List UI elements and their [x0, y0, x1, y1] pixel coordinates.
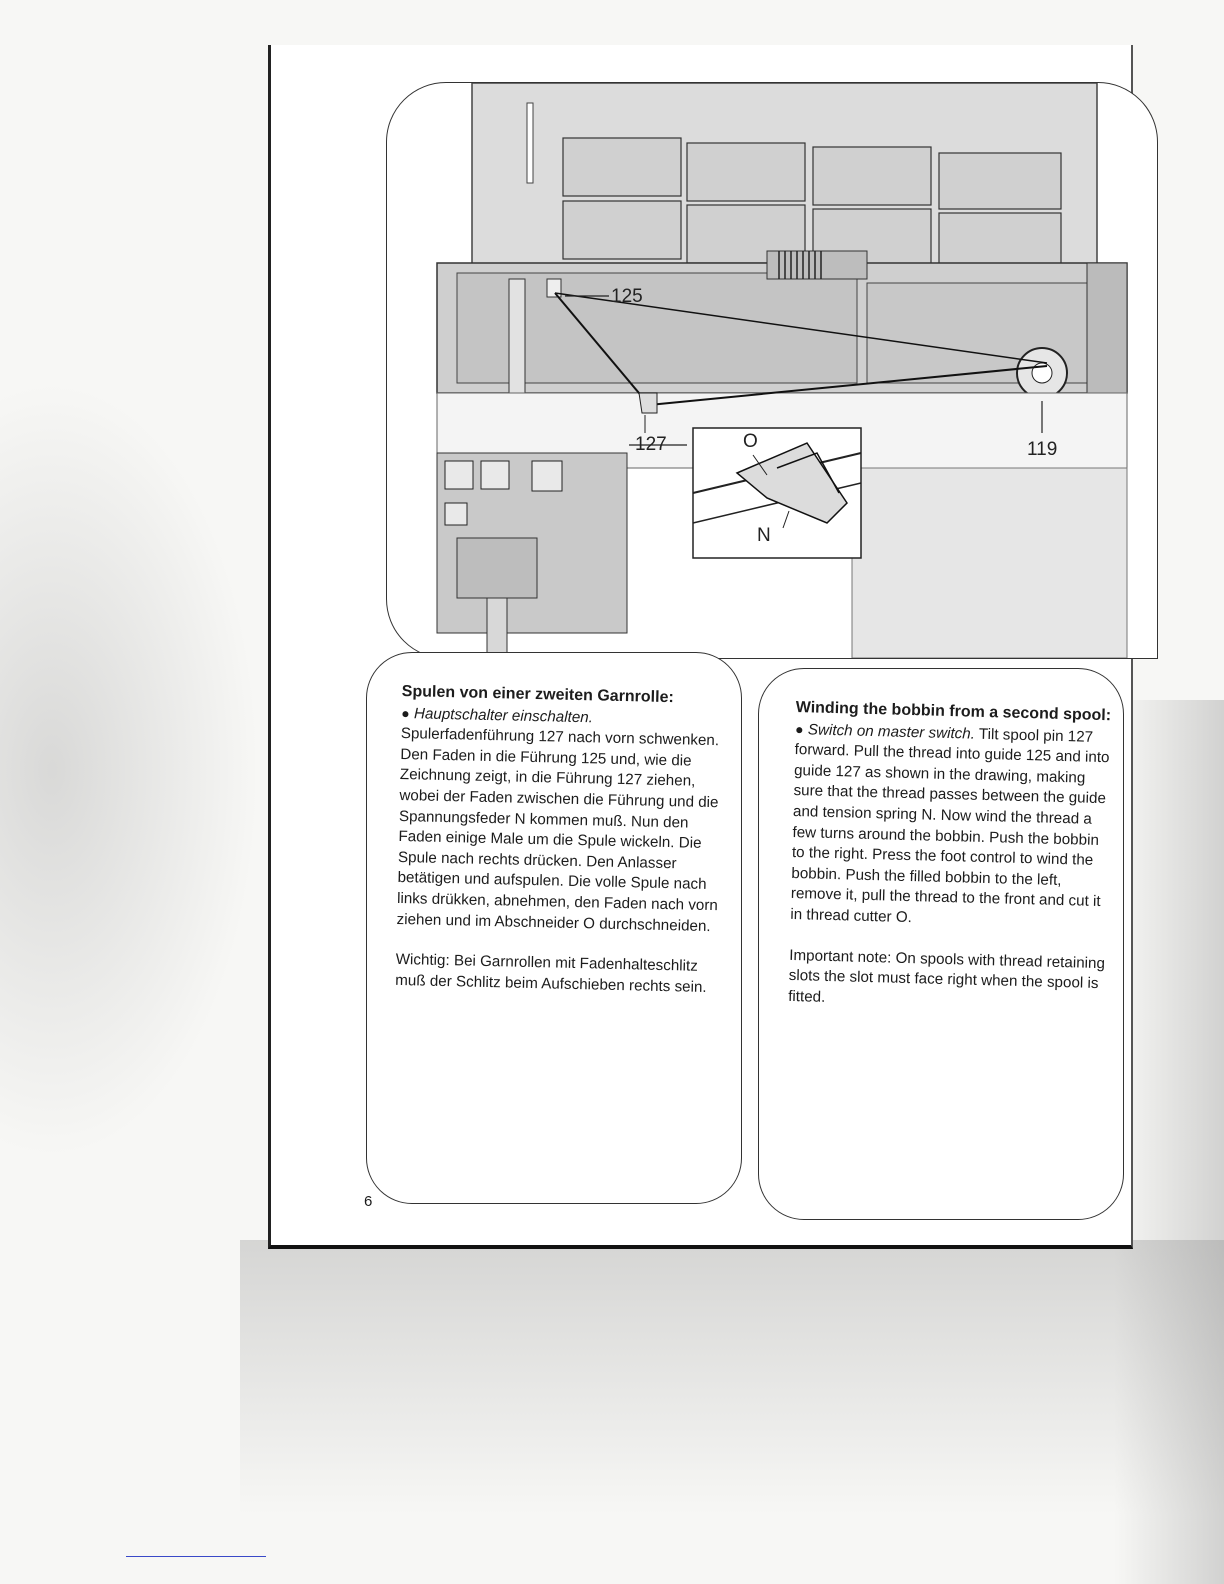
machine-drawing [387, 83, 1157, 658]
callout-N: N [757, 525, 771, 546]
english-heading: Winding the bobbin from a second spool: [795, 698, 1112, 725]
scan-shadow [0, 380, 260, 1160]
german-note: Wichtig: Bei Garnrollen mit Fadenhalteschlitz muß der Schlitz beim Aufschieben rechts sein. [395, 951, 707, 996]
bullet-icon: ● [401, 704, 410, 721]
english-note: Important note: On spools with thread retaining slots the slot must face right when the spool is fitted. [787, 946, 1106, 1006]
german-italic-lead: Hauptschalter einschalten. [413, 704, 594, 726]
callout-125: 125 [611, 286, 643, 307]
english-instructions [788, 698, 1118, 1016]
english-body: Tilt spool pin 127 forward. Pull the thread into guide 125 and into guide 127 as shown in the drawing, making sure that the thread passes between the guide and tension spring N. Now wind the thread a few turns around the bobbin. Push the bobbin to the right. Press the foot control to wind the bobbin. Push the filled bobbin to the left, remove it, pull the thread to the front and cut it in thread cutter O. [790, 725, 1110, 927]
page-number: 6 [364, 1193, 373, 1210]
callout-119: 119 [1027, 439, 1058, 460]
footer-rule [126, 1556, 266, 1557]
german-heading: Spulen von einer zweiten Garnrolle: [401, 682, 674, 707]
callout-127: 127 [635, 434, 667, 455]
scan-shadow [240, 1240, 1224, 1584]
german-body: Spulerfadenführung 127 nach vorn schwenken. Den Faden in die Führung 125 und, wie die Zeichnung zeigt, in die Führung 127 ziehen, wobei der Faden zwischen die Führung und die Spannungsfeder N kommen muß. Nun den Faden einige Male um die Spule wickeln. Die Spule nach rechts drücken. Den Anlasser betätigen und aufspulen. Die volle Spule nach links drükken, abnehmen, den Faden nach vorn ziehen und im Abschneider O durchschneiden. [396, 725, 720, 935]
english-italic-lead: Switch on master switch. [807, 720, 976, 743]
callout-O: O [743, 431, 758, 452]
bullet-icon: ● [794, 720, 804, 737]
german-instructions [395, 682, 728, 999]
sewing-machine-illustration [386, 82, 1158, 659]
